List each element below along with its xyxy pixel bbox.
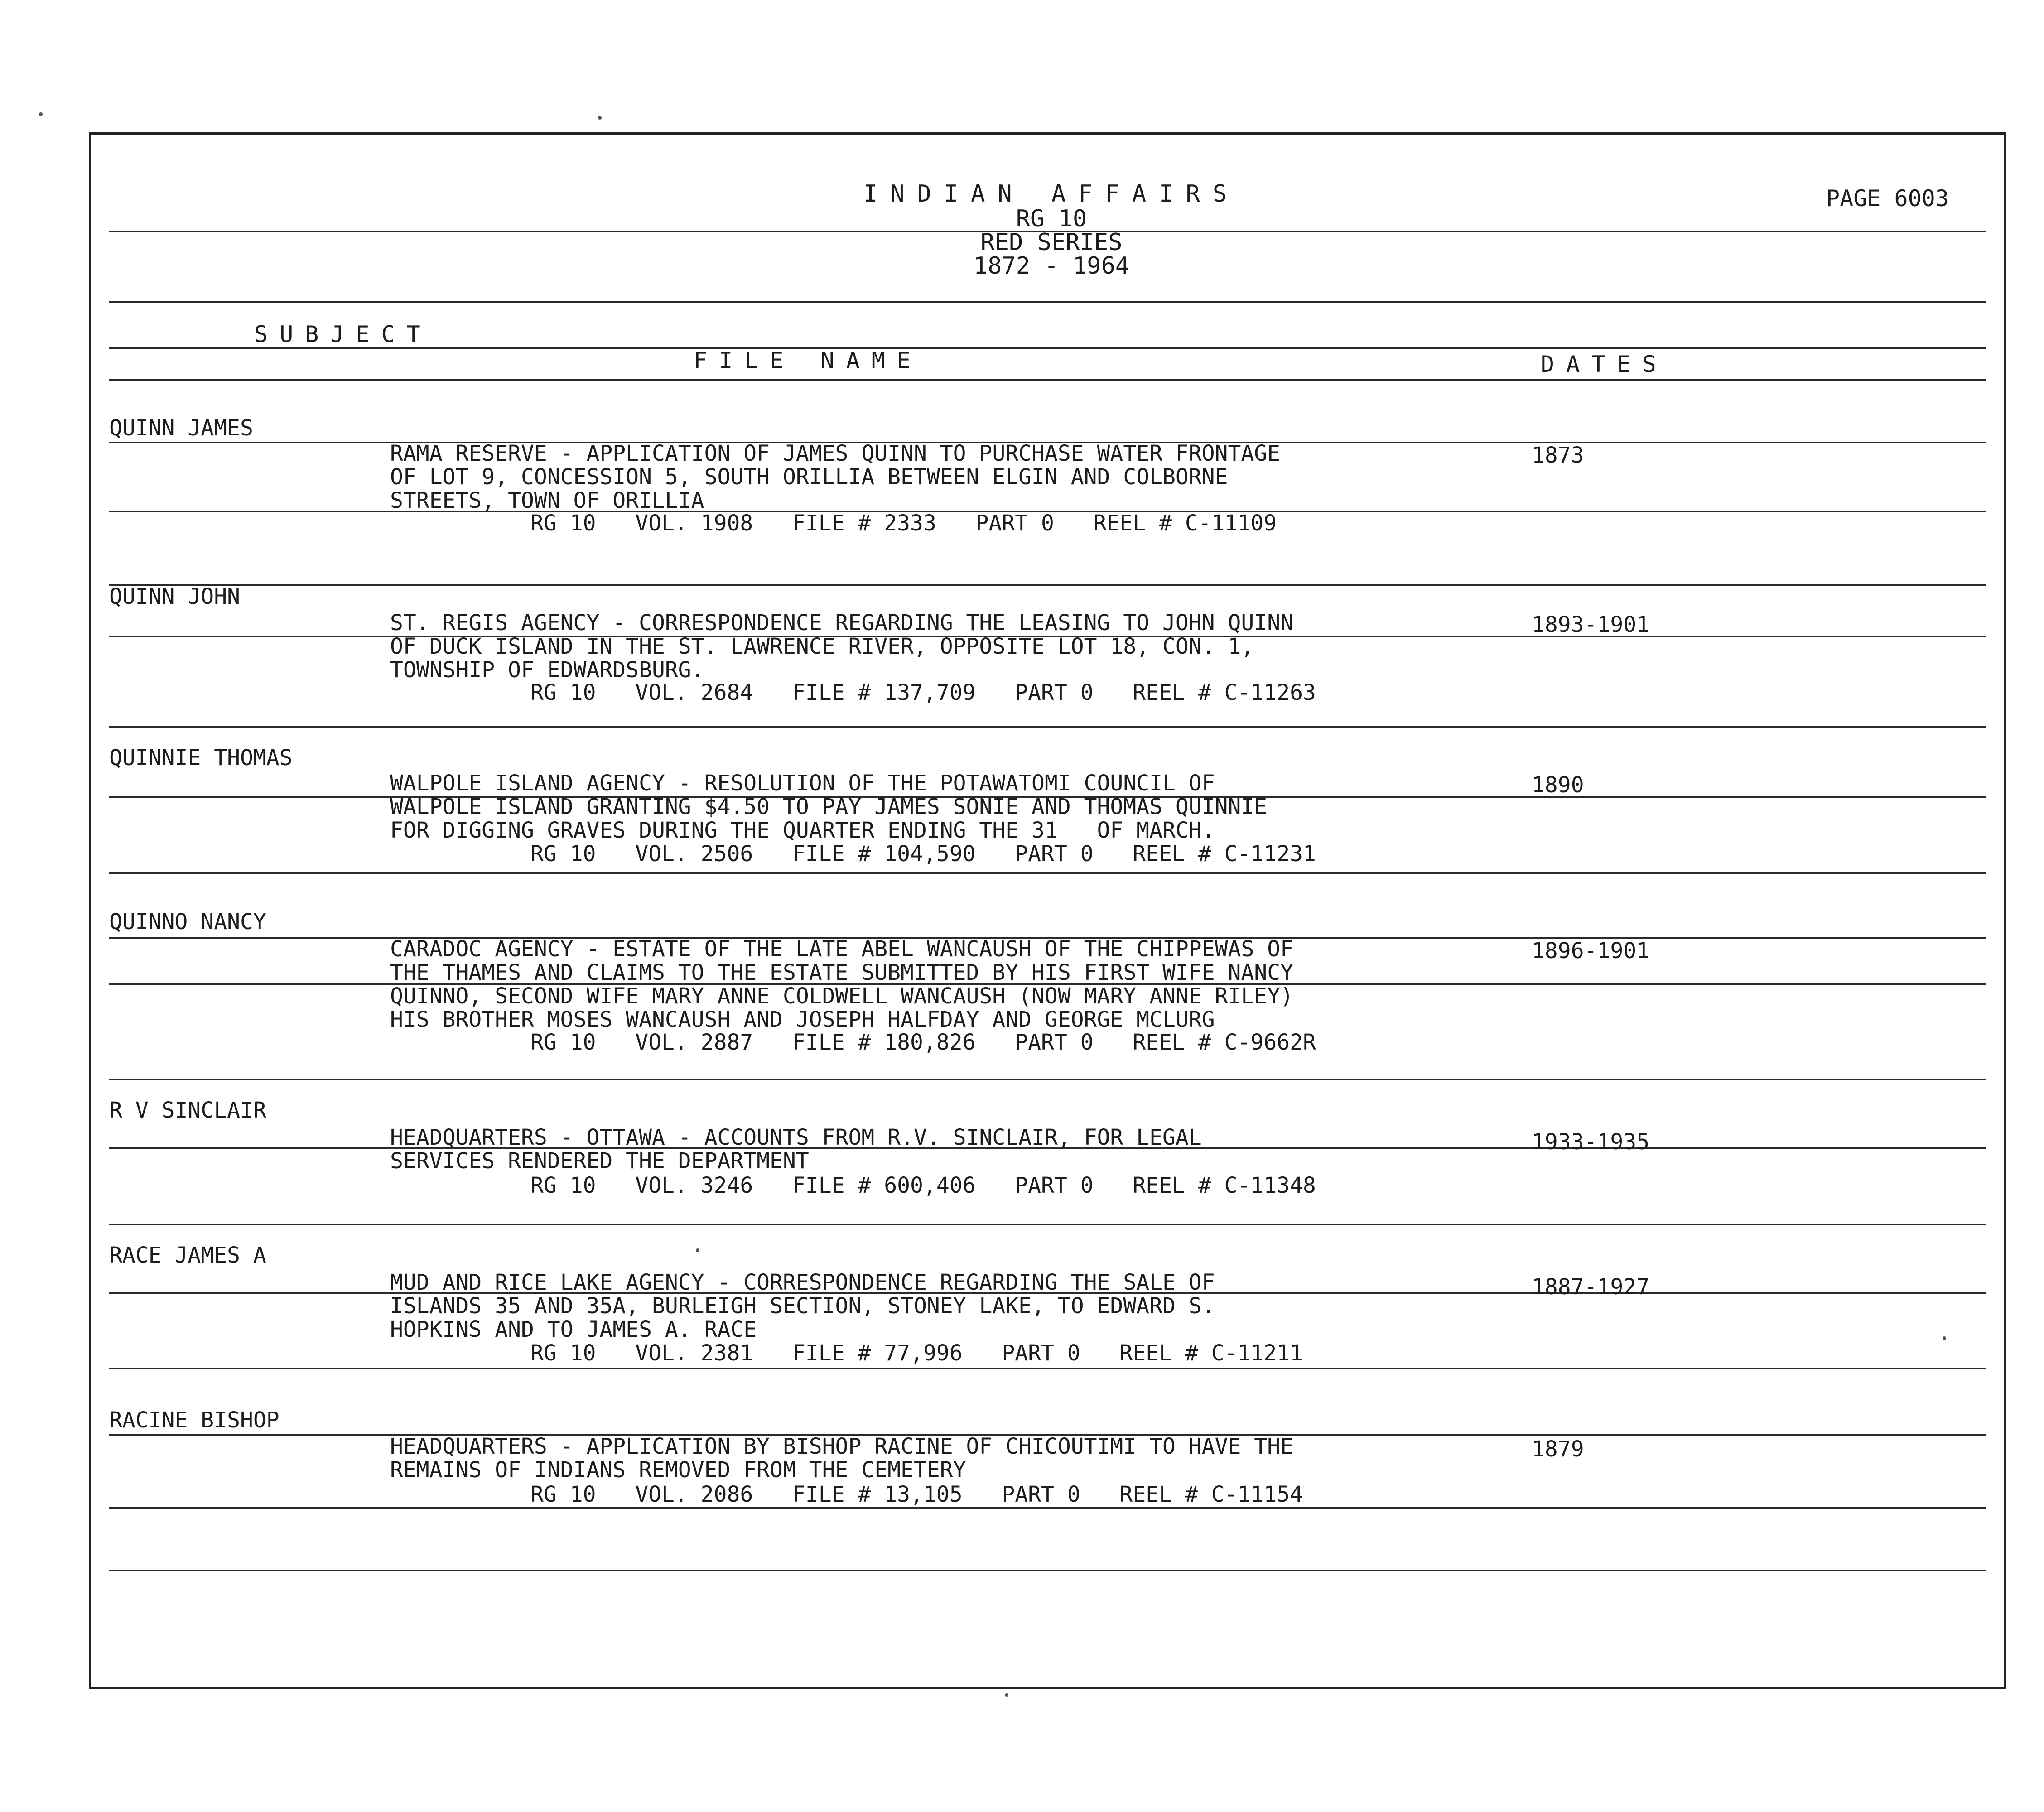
entry-subject: QUINNO NANCY [109, 909, 266, 935]
header-series: RED SERIES [980, 229, 1123, 256]
description-line: QUINNO, SECOND WIFE MARY ANNE COLDWELL WANCAUSH (NOW MARY ANNE RILEY) [390, 983, 1293, 1009]
scan-speck [696, 1248, 699, 1252]
description-line: HIS BROTHER MOSES WANCAUSH AND JOSEPH HALFDAY AND GEORGE MCLURG [390, 1007, 1215, 1032]
entry-subject: RACINE BISHOP [109, 1407, 280, 1433]
column-rule [109, 347, 1986, 349]
entry-subject: QUINN JAMES [109, 415, 253, 441]
description-line: TOWNSHIP OF EDWARDSBURG. [390, 657, 704, 683]
entry-separator [109, 726, 1986, 728]
entry-reference: RG 10 VOL. 2506 FILE # 104,590 PART 0 REEL # C-11231 [530, 841, 1316, 867]
entry-reference: RG 10 VOL. 2887 FILE # 180,826 PART 0 REEL # C-9662R [530, 1030, 1316, 1055]
entry-separator [109, 1224, 1986, 1225]
description-line: HEADQUARTERS - APPLICATION BY BISHOP RACINE OF CHICOUTIMI TO HAVE THE [390, 1434, 1293, 1459]
header-years: 1872 - 1964 [973, 252, 1130, 280]
description-line: RAMA RESERVE - APPLICATION OF JAMES QUINN TO PURCHASE WATER FRONTAGE [390, 441, 1281, 466]
entry-separator [109, 584, 1986, 586]
description-line: HOPKINS AND TO JAMES A. RACE [390, 1317, 757, 1342]
entry-subject: R V SINCLAIR [109, 1098, 266, 1123]
scan-speck [598, 116, 602, 120]
entry-date: 1890 [1532, 772, 1584, 798]
column-subject: SUBJECT [254, 321, 432, 347]
column-rule-2 [109, 379, 1986, 381]
header-rg: RG 10 [1016, 205, 1087, 232]
scan-speck [1005, 1693, 1008, 1697]
entry-reference: RG 10 VOL. 2684 FILE # 137,709 PART 0 REEL # C-11263 [530, 680, 1316, 705]
description-line: CARADOC AGENCY - ESTATE OF THE LATE ABEL WANCAUSH OF THE CHIPPEWAS OF [390, 936, 1293, 962]
entry-description [390, 442, 1280, 512]
header-rule-2 [109, 301, 1986, 303]
entry-date: 1879 [1532, 1436, 1584, 1462]
document-frame [89, 132, 2006, 1689]
description-line: HEADQUARTERS - OTTAWA - ACCOUNTS FROM R.V. SINCLAIR, FOR LEGAL [390, 1125, 1202, 1150]
entry-description [390, 1126, 1202, 1173]
entry-reference: RG 10 VOL. 2086 FILE # 13,105 PART 0 REEL # C-11154 [530, 1482, 1303, 1507]
entry-description [390, 1271, 1215, 1341]
description-line: SERVICES RENDERED THE DEPARTMENT [390, 1148, 809, 1174]
entry-rule [109, 636, 1986, 637]
entry-rule [109, 796, 1986, 798]
entry-separator [109, 1507, 1986, 1509]
description-line: MUD AND RICE LAKE AGENCY - CORRESPONDENCE REGARDING THE SALE OF [390, 1270, 1215, 1295]
entry-date: 1887-1927 [1532, 1274, 1650, 1300]
entry-date: 1933-1935 [1532, 1129, 1650, 1155]
description-line: THE THAMES AND CLAIMS TO THE ESTATE SUBMITTED BY HIS FIRST WIFE NANCY [390, 960, 1293, 985]
entry-date: 1896-1901 [1532, 938, 1650, 964]
description-line: FOR DIGGING GRAVES DURING THE QUARTER ENDING THE 31 OF MARCH. [390, 818, 1215, 843]
description-line: STREETS, TOWN OF ORILLIA [390, 488, 704, 513]
entry-separator [109, 1570, 1986, 1571]
entry-separator [109, 872, 1986, 874]
entry-rule [109, 1292, 1986, 1294]
entry-description [390, 771, 1267, 842]
entry-reference: RG 10 VOL. 1908 FILE # 2333 PART 0 REEL # C-11109 [530, 511, 1277, 536]
entry-description [390, 611, 1293, 682]
entry-separator [109, 1368, 1986, 1369]
entry-date: 1873 [1532, 443, 1584, 468]
description-line: WALPOLE ISLAND AGENCY - RESOLUTION OF THE POTAWATOMI COUNCIL OF [390, 771, 1215, 796]
description-line: ISLANDS 35 AND 35A, BURLEIGH SECTION, STONEY LAKE, TO EDWARD S. [390, 1293, 1215, 1319]
entry-rule [109, 983, 1986, 985]
description-line: OF DUCK ISLAND IN THE ST. LAWRENCE RIVER, OPPOSITE LOT 18, CON. 1, [390, 634, 1254, 659]
description-line: REMAINS OF INDIANS REMOVED FROM THE CEMETERY [390, 1457, 966, 1483]
entry-date: 1893-1901 [1532, 612, 1650, 637]
description-line: OF LOT 9, CONCESSION 5, SOUTH ORILLIA BETWEEN ELGIN AND COLBORNE [390, 464, 1228, 490]
column-file-name: FILE NAME [694, 347, 922, 374]
description-line: ST. REGIS AGENCY - CORRESPONDENCE REGARDING THE LEASING TO JOHN QUINN [390, 610, 1293, 636]
entry-description [390, 1435, 1293, 1482]
header-title: INDIAN AFFAIRS [863, 180, 1240, 207]
entry-rule [109, 1147, 1986, 1149]
column-dates: DATES [1541, 351, 1668, 377]
page-number: PAGE 6003 [1826, 185, 1949, 212]
entry-subject: QUINNIE THOMAS [109, 745, 293, 771]
scan-speck [39, 112, 43, 116]
scan-speck [1943, 1336, 1946, 1340]
description-line: WALPOLE ISLAND GRANTING $4.50 TO PAY JAMES SONIE AND THOMAS QUINNIE [390, 794, 1268, 819]
entry-subject: RACE JAMES A [109, 1243, 266, 1268]
entry-subject: QUINN JOHN [109, 584, 240, 609]
entry-reference: RG 10 VOL. 3246 FILE # 600,406 PART 0 REEL # C-11348 [530, 1173, 1316, 1198]
entry-reference: RG 10 VOL. 2381 FILE # 77,996 PART 0 REEL # C-11211 [530, 1340, 1303, 1366]
entry-separator [109, 1079, 1986, 1080]
